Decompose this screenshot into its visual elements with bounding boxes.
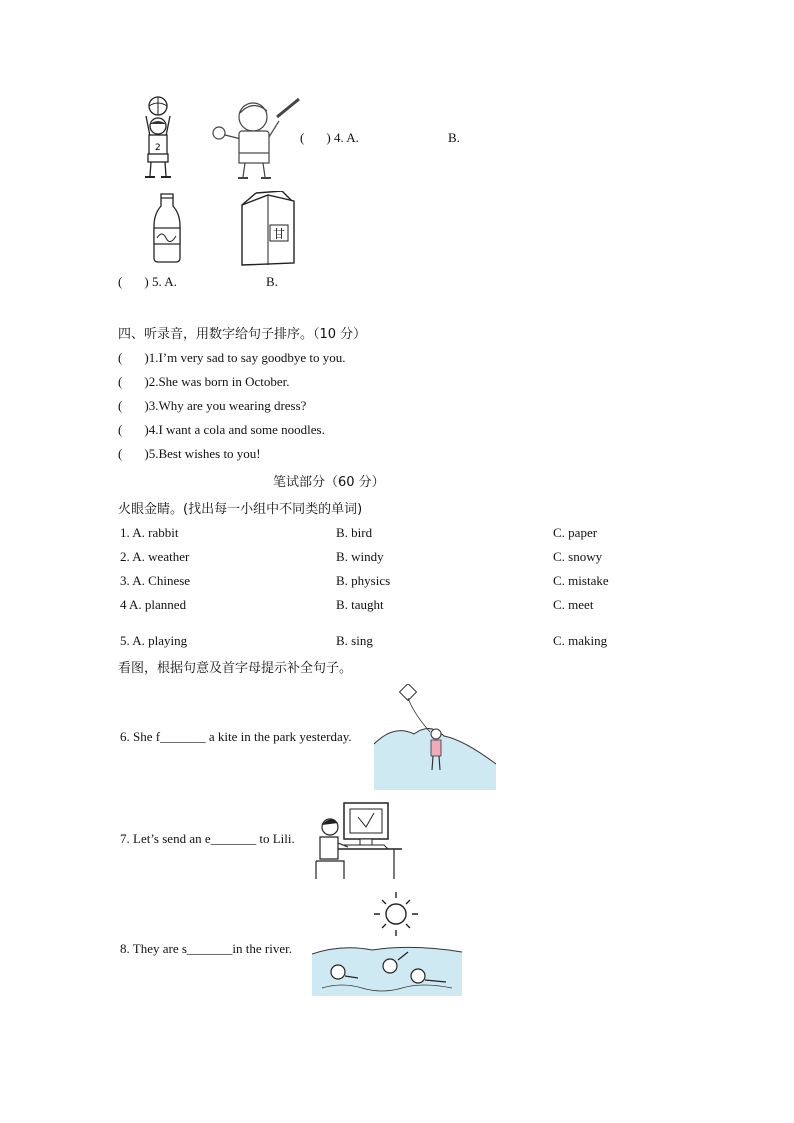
option-c: C. paper xyxy=(553,525,598,540)
answer-bracket-open[interactable]: ( xyxy=(118,374,123,389)
sentence-item xyxy=(118,422,325,438)
answer-bracket-close: ) xyxy=(144,374,149,389)
option-b: B. physics xyxy=(336,573,391,588)
answer-bracket-close: ) xyxy=(144,422,149,437)
option-b: B. bird xyxy=(336,525,373,540)
option-a: 1. A. rabbit xyxy=(120,525,179,540)
answer-bracket-close: ) xyxy=(144,398,149,413)
option-b: B. taught xyxy=(336,597,384,612)
computer-boy-image xyxy=(314,801,404,883)
sentence-text: 1.I’m very sad to say goodbye to you. xyxy=(148,350,346,365)
milk-box-lettering: 甘 xyxy=(273,227,286,241)
sentence-text: 3.Why are you wearing dress? xyxy=(148,398,307,413)
milk-box-image xyxy=(232,191,300,269)
fill-in-item: 8. They are s_______in the river. xyxy=(120,941,292,956)
kite-girl-image xyxy=(374,684,496,790)
baseball-boy-image xyxy=(207,97,303,181)
sentence-text: 4.I want a cola and some noodles. xyxy=(148,422,325,437)
sentence-item xyxy=(118,446,261,462)
option-c: C. snowy xyxy=(553,549,603,564)
q4-label: 4. A. xyxy=(333,130,359,145)
answer-bracket-close: ) xyxy=(144,350,149,365)
section4-title: 四、听录音，用数字给句子排序。（10 分） xyxy=(118,327,367,342)
sentence-item xyxy=(118,374,290,390)
answer-bracket-close: ) xyxy=(326,130,331,145)
answer-bracket-close: ) xyxy=(144,274,149,289)
fill-in-item: 6. She f_______ a kite in the park yesterday. xyxy=(120,729,352,744)
sentence-text: 2.She was born in October. xyxy=(148,374,290,389)
fill-in-title: 看图，根据句意及首字母提示补全句子。 xyxy=(118,661,353,676)
sentence-text: 5.Best wishes to you! xyxy=(148,446,261,461)
answer-bracket-open[interactable]: ( xyxy=(118,398,123,413)
cola-bottle-image xyxy=(146,192,188,264)
odd-one-out-title: 火眼金睛。(找出每一小组中不同类的单词) xyxy=(118,502,363,517)
option-a: 2. A. weather xyxy=(120,549,190,564)
q5-label: 5. A. xyxy=(151,274,177,289)
option-b: B. windy xyxy=(336,549,384,564)
q4-option-b: B. xyxy=(448,130,460,145)
svg-text:2: 2 xyxy=(155,143,161,153)
answer-bracket-open[interactable]: ( xyxy=(118,350,123,365)
option-a: 5. A. playing xyxy=(120,633,188,648)
option-b: B. sing xyxy=(336,633,373,648)
answer-bracket-open[interactable]: ( xyxy=(118,274,123,289)
sentence-item xyxy=(118,398,306,414)
option-c: C. mistake xyxy=(553,573,609,588)
option-a: 4 A. planned xyxy=(120,597,187,612)
sentence-item xyxy=(118,350,345,366)
written-title: 笔试部分（60 分） xyxy=(273,475,385,490)
answer-bracket-open[interactable]: ( xyxy=(118,422,123,437)
option-c: C. making xyxy=(553,633,608,648)
q5-option-b: B. xyxy=(266,274,278,289)
swimming-kids-image xyxy=(312,888,462,1002)
option-a: 3. A. Chinese xyxy=(120,573,191,588)
fill-in-item: 7. Let’s send an e_______ to Lili. xyxy=(120,831,295,846)
basketball-boy-image xyxy=(128,96,188,182)
answer-bracket-open[interactable]: ( xyxy=(300,130,305,145)
option-c: C. meet xyxy=(553,597,594,612)
answer-bracket-close: ) xyxy=(144,446,149,461)
q4-line xyxy=(300,130,359,146)
answer-bracket-open[interactable]: ( xyxy=(118,446,123,461)
q5-line xyxy=(118,274,177,290)
